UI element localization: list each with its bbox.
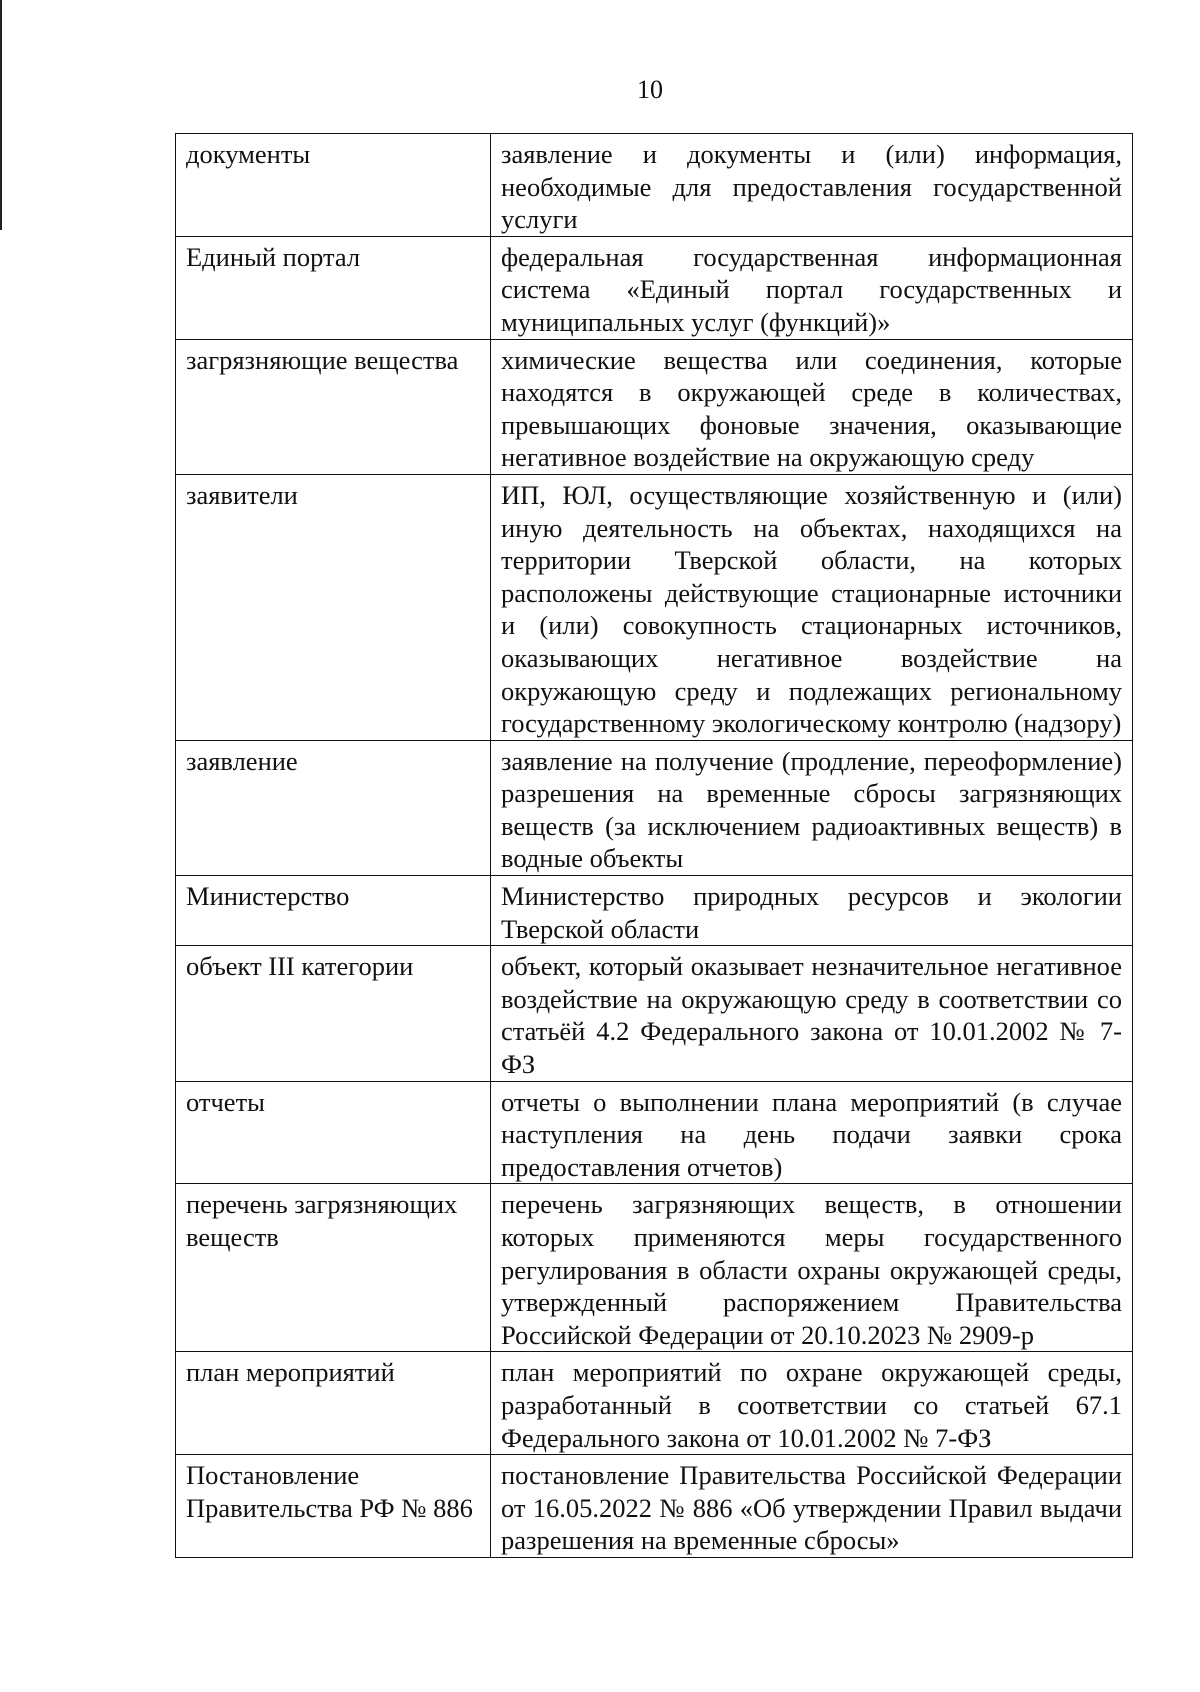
table-row bbox=[176, 339, 1133, 474]
table-row bbox=[176, 1184, 1133, 1352]
term-cell: Единый портал bbox=[176, 236, 491, 339]
definition-cell: химические вещества или соединения, которые находятся в окружающей среде в количествах, превышающих фоновые значения, оказывающие негативное воздействие на окружающую среду bbox=[491, 339, 1133, 474]
definitions-table bbox=[175, 133, 1133, 1558]
table-row bbox=[176, 1081, 1133, 1184]
term-cell: загрязняющие вещества bbox=[176, 339, 491, 474]
table-row bbox=[176, 474, 1133, 740]
table-row bbox=[176, 876, 1133, 946]
definition-cell: постановление Правительства Российской Федерации от 16.05.2022 № 886 «Об утверждении Правил выдачи разрешения на временные сбросы» bbox=[491, 1455, 1133, 1558]
page-number: 10 bbox=[637, 75, 663, 104]
definition-cell: ИП, ЮЛ, осуществляющие хозяйственную и (или) иную деятельность на объектах, находящихся на территории Тверской области, на которых расположены действующие стационарные источники и (или) совокупность стационарных источников, оказывающих негативное воздействие на окружающую среду и подлежащих региональному государственному экологическому контролю (надзору) bbox=[491, 474, 1133, 740]
term-cell: перечень загрязняющих веществ bbox=[176, 1184, 491, 1352]
term-cell: документы bbox=[176, 134, 491, 237]
table-row bbox=[176, 236, 1133, 339]
definition-cell: план мероприятий по охране окружающей среды, разработанный в соответствии со статьей 67.1 Федерального закона от 10.01.2002 № 7-ФЗ bbox=[491, 1352, 1133, 1455]
definition-cell: заявление на получение (продление, переоформление) разрешения на временные сбросы загрязняющих веществ (за исключением радиоактивных веществ) в водные объекты bbox=[491, 740, 1133, 875]
term-cell: заявители bbox=[176, 474, 491, 740]
definition-cell: Министерство природных ресурсов и экологии Тверской области bbox=[491, 876, 1133, 946]
definition-cell: заявление и документы и (или) информация, необходимые для предоставления государственной услуги bbox=[491, 134, 1133, 237]
table-row bbox=[176, 1352, 1133, 1455]
definition-cell: федеральная государственная информационная система «Единый портал государственных и муниципальных услуг (функций)» bbox=[491, 236, 1133, 339]
term-cell: план мероприятий bbox=[176, 1352, 491, 1455]
term-cell: объект III категории bbox=[176, 946, 491, 1081]
table-row bbox=[176, 740, 1133, 875]
term-cell: Постановление Правительства РФ № 886 bbox=[176, 1455, 491, 1558]
definition-cell: перечень загрязняющих веществ, в отношении которых применяются меры государственного регулирования в области охраны окружающей среды, утвержденный распоряжением Правительства Российской Федерации от 20.10.2023 № 2909-р bbox=[491, 1184, 1133, 1352]
scan-edge-mark bbox=[0, 0, 2, 230]
term-cell: заявление bbox=[176, 740, 491, 875]
table-row bbox=[176, 946, 1133, 1081]
term-cell: Министерство bbox=[176, 876, 491, 946]
term-cell: отчеты bbox=[176, 1081, 491, 1184]
table-row bbox=[176, 1455, 1133, 1558]
definition-cell: отчеты о выполнении плана мероприятий (в случае наступления на день подачи заявки срока предоставления отчетов) bbox=[491, 1081, 1133, 1184]
table-row bbox=[176, 134, 1133, 237]
definition-cell: объект, который оказывает незначительное негативное воздействие на окружающую среду в соответствии со статьёй 4.2 Федерального закона от 10.01.2002 № 7-ФЗ bbox=[491, 946, 1133, 1081]
